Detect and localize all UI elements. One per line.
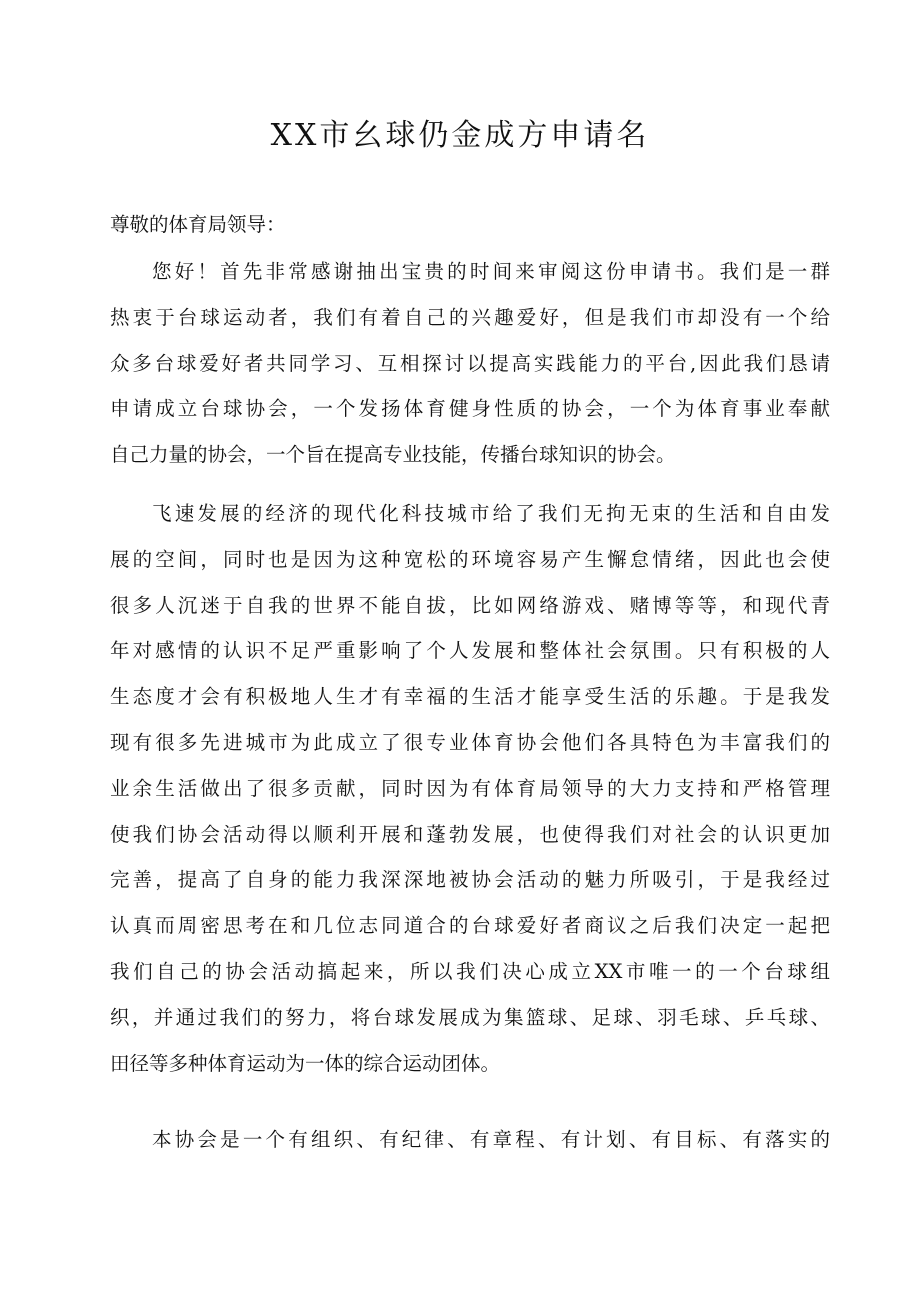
- paragraph-line: 本协会是一个有组织、有纪律、有章程、有计划、有目标、有落实的: [152, 1128, 830, 1151]
- paragraph-line: 使我们协会活动得以顺利开展和蓬勃发展，也使得我们对社会的认识更加: [110, 822, 830, 846]
- paragraph-line: 您好！首先非常感谢抽出宝贵的时间来审阅这份申请书。我们是一群: [152, 260, 830, 283]
- paragraph-line: 很多人沉迷于自我的世界不能自拔，比如网络游戏、赌博等等，和现代青: [110, 593, 830, 617]
- paragraph-line: 田径等多种体育运动为一体的综合运动团体。: [110, 1051, 501, 1075]
- paragraph-line: 热衷于台球运动者，我们有着自己的兴趣爱好，但是我们市却没有一个给: [110, 305, 830, 329]
- paragraph-line: 飞速发展的经济的现代化科技城市给了我们无拘无束的生活和自由发: [152, 502, 830, 525]
- paragraph-line: 完善，提高了自身的能力我深深地被协会活动的魅力所吸引，于是我经过: [110, 868, 830, 892]
- paragraph-association: [110, 1117, 830, 1163]
- paragraph-line: 申请成立台球协会，一个发扬体育健身性质的协会，一个为体育事业奉献: [110, 397, 830, 421]
- paragraph-greeting: [110, 249, 830, 478]
- paragraph-line: 众多台球爱好者共同学习、互相探讨以提高实践能力的平台,因此我们恳请: [110, 351, 830, 375]
- paragraph-line: 认真而周密思考在和几位志同道合的台球爱好者商议之后我们决定一起把: [110, 914, 830, 938]
- paragraph-line: 织，并通过我们的努力，将台球发展成为集篮球、足球、羽毛球、乒乓球、: [110, 1005, 830, 1029]
- paragraph-background: [110, 491, 830, 1086]
- paragraph-line: 生态度才会有积极地人生才有幸福的生活才能享受生活的乐趣。于是我发: [110, 685, 830, 709]
- salutation: 尊敬的体育局领导：: [110, 213, 286, 236]
- paragraph-line: 现有很多先进城市为此成立了很专业体育协会他们各具特色为丰富我们的: [110, 730, 830, 754]
- paragraph-line: 年对感情的认识不足严重影响了个人发展和整体社会氛围。只有积极的人: [110, 639, 830, 663]
- paragraph-line: 业余生活做出了很多贡献，同时因为有体育局领导的大力支持和严格管理: [110, 776, 830, 800]
- paragraph-line: 展的空间，同时也是因为这种宽松的环境容易产生懈怠情绪，因此也会使: [110, 547, 830, 571]
- paragraph-line: 我们自己的协会活动搞起来，所以我们决心成立XX市唯一的一个台球组: [110, 959, 830, 983]
- document-title: XX市幺球仍金成方申请名: [270, 118, 650, 153]
- paragraph-line: 自己力量的协会，一个旨在提高专业技能，传播台球知识的协会。: [110, 443, 676, 467]
